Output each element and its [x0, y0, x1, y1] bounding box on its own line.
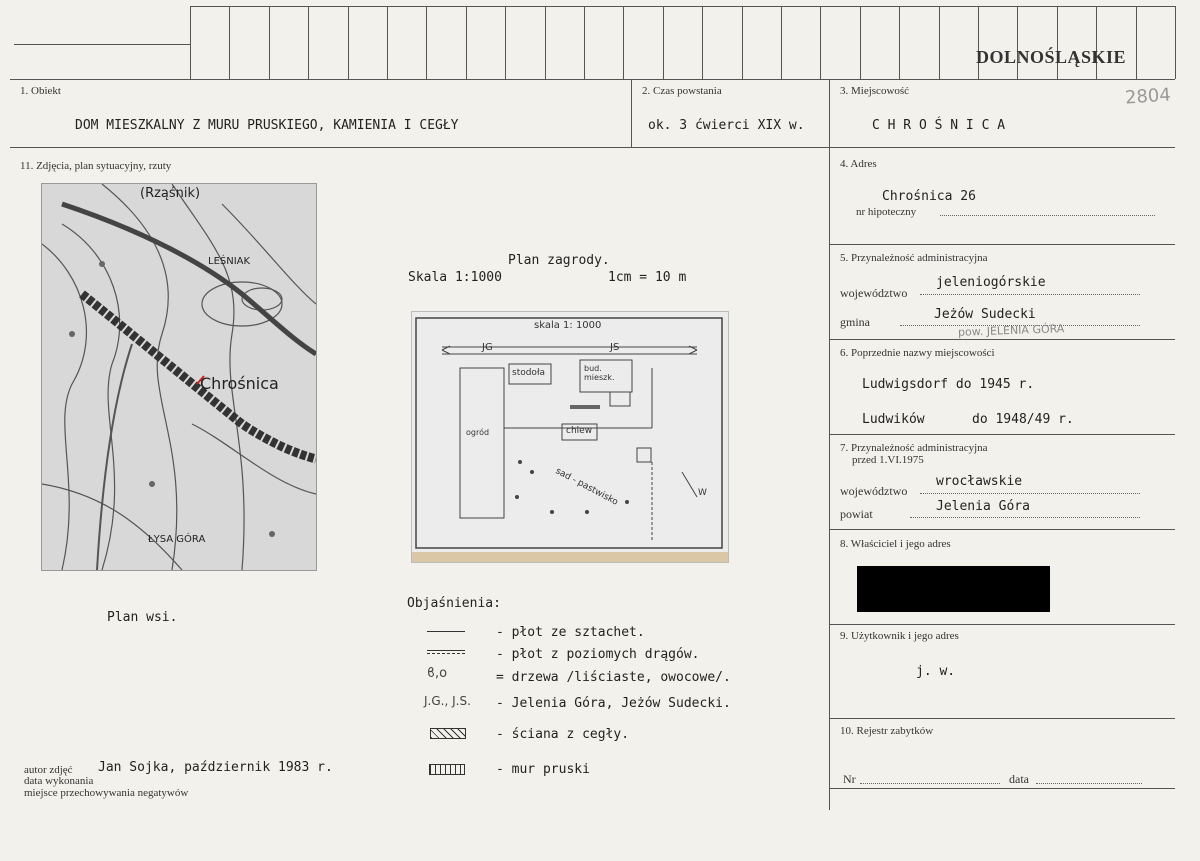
field-value-wojewodztwo: jeleniogórskie — [936, 275, 1046, 290]
header-column-divider — [229, 6, 230, 79]
legend-item-1: - płot ze sztachet. — [496, 625, 645, 640]
field-label-rejestr-data: data — [1009, 772, 1029, 786]
region-title: DOLNOŚLĄSKIE — [976, 47, 1127, 67]
plan-label-ogrod: ogród — [466, 428, 490, 437]
header-column-divider — [781, 6, 782, 79]
plan-road-right: JS — [610, 342, 620, 353]
field-value-uzytkownik: j. w. — [916, 664, 956, 679]
header-column-divider — [939, 6, 940, 79]
village-map-photo — [41, 183, 317, 571]
field-label-czas: 2. Czas powstania — [642, 85, 722, 97]
header-column-divider — [1017, 6, 1018, 79]
field-value-obiekt: DOM MIESZKALNY Z MURU PRUSKIEGO, KAMIENIA I CEGŁY — [75, 118, 459, 133]
field-label-gmina: gmina — [840, 315, 870, 329]
header-column-divider — [702, 6, 703, 79]
legend-item-3: = drzewa /liściaste, owocowe/. — [496, 670, 731, 685]
header-column-divider — [505, 6, 506, 79]
field-label-powiat: powiat — [840, 507, 873, 521]
plan-label-chlew: chlew — [566, 426, 593, 436]
wojewodztwo-line — [920, 282, 1140, 295]
map-label-top: (Rząśnik) — [140, 186, 201, 201]
header-column-divider — [663, 6, 664, 79]
footer-autor: Jan Sojka, październik 1983 r. — [98, 760, 333, 775]
field-value-poprzednie-2-date: do 1948/49 r. — [972, 412, 1074, 427]
footer-data-label: data wykonania — [24, 775, 94, 787]
rejestr-nr-line — [860, 771, 1000, 784]
plan-scale-ratio: 1cm = 10 m — [608, 270, 687, 285]
legend-item-4: - Jelenia Góra, Jeżów Sudecki. — [496, 696, 731, 711]
field-label-poprzednie: 6. Poprzednie nazwy miejscowości — [840, 347, 995, 359]
plan-label-stodola: stodoła — [512, 368, 546, 378]
header-column-divider — [426, 6, 427, 79]
wojewodztwo-1975-line — [920, 481, 1140, 494]
field-label-rejestr-nr: Nr — [843, 772, 856, 786]
plan-label-bud: bud. mieszk. — [584, 364, 615, 382]
plan-inner-scale: skala 1: 1000 — [534, 320, 602, 331]
legend-symbol-brick-wall — [430, 728, 466, 739]
header-column-divider — [1096, 6, 1097, 79]
field-label-wlasciciel: 8. Właściciel i jego adres — [840, 538, 951, 550]
header-column-divider — [742, 6, 743, 79]
farm-plan-photo — [411, 311, 729, 563]
header-column-divider — [978, 6, 979, 79]
field-label-zdjecia: 11. Zdjęcia, plan sytuacyjny, rzuty — [20, 160, 172, 172]
field-sublabel-1975: przed 1.VI.1975 — [852, 454, 924, 466]
map-label-village: Chrośnica — [200, 374, 279, 393]
field-label-adres: 4. Adres — [840, 158, 877, 170]
header-column-divider — [387, 6, 388, 79]
legend-item-6: - mur pruski — [496, 762, 590, 777]
rejestr-data-line — [1036, 771, 1142, 784]
header-column-divider — [623, 6, 624, 79]
header-column-divider — [1136, 6, 1137, 79]
field-label-przynaleznosc: 5. Przynależność administracyjna — [840, 252, 988, 264]
plan-title: Plan zagrody. — [508, 253, 610, 268]
field-value-wojewodztwo-1975: wrocławskie — [936, 474, 1023, 489]
field-label-wojewodztwo-1975: województwo — [840, 484, 908, 498]
header-column-divider — [820, 6, 821, 79]
field-label-wojewodztwo: województwo — [840, 286, 908, 300]
field-value-poprzednie-1: Ludwigsdorf do 1945 r. — [862, 377, 1035, 392]
legend-symbol-trees: ϐ,o — [427, 666, 448, 681]
legend-symbol-pole-fence — [427, 650, 465, 654]
header-column-divider — [860, 6, 861, 79]
map-caption: Plan wsi. — [107, 610, 178, 625]
field-label-hipoteczny: nr hipoteczny — [856, 206, 917, 218]
farm-plan-drawing — [412, 312, 728, 562]
legend-symbol-picket-fence — [427, 631, 465, 632]
card-number: 2804 — [1124, 84, 1172, 109]
header-column-divider — [1175, 6, 1176, 79]
header-column-divider — [308, 6, 309, 79]
legend-title: Objaśnienia: — [407, 596, 501, 611]
field-value-powiat: Jelenia Góra — [936, 499, 1030, 514]
header-column-divider — [899, 6, 900, 79]
map-label-bottom: ŁYSA GÓRA — [148, 534, 206, 545]
header-top-border — [190, 6, 1175, 7]
header-column-divider — [584, 6, 585, 79]
header-column-divider — [190, 6, 191, 79]
field-label-przynaleznosc-1975: 7. Przynależność administracyjna — [840, 442, 988, 454]
field-label-miejscowosc: 3. Miejscowość — [840, 85, 910, 97]
legend-symbol-timber-frame — [429, 764, 465, 775]
field-label-rejestr: 10. Rejestr zabytków — [840, 725, 934, 737]
field-value-miejscowosc: C H R O Ś N I C A — [872, 118, 1006, 133]
legend-item-5: - ściana z cegły. — [496, 727, 630, 742]
field-label-uzytkownik: 9. Użytkownik i jego adres — [840, 630, 959, 642]
header-column-divider — [545, 6, 546, 79]
plan-label-sad: sad - pastwisko — [553, 466, 620, 508]
header-column-divider — [269, 6, 270, 79]
plan-scale: Skala 1:1000 — [408, 270, 502, 285]
field-value-poprzednie-2-name: Ludwików — [862, 412, 925, 427]
field-value-czas: ok. 3 ćwierci XIX w. — [648, 118, 805, 133]
header-column-divider — [1057, 6, 1058, 79]
redacted-owner-block — [857, 566, 1050, 612]
pow-note: pow. JELENIA GÓRA — [957, 322, 1065, 339]
header-column-divider — [466, 6, 467, 79]
legend-symbol-abbrev: J.G., J.S. — [424, 694, 471, 708]
header-column-divider — [348, 6, 349, 79]
footer-autor-label: autor zdjęć — [24, 764, 73, 776]
footer-miejsce-label: miejsce przechowywania negatywów — [24, 787, 189, 799]
powiat-line — [910, 505, 1140, 518]
field-value-gmina: Jeżów Sudecki — [934, 307, 1036, 322]
map-label-lesniak: LEŚNIAK — [208, 256, 251, 267]
hipoteczny-line — [940, 203, 1155, 216]
legend-item-2: - płot z poziomych drągów. — [496, 647, 700, 662]
field-value-adres: Chrośnica 26 — [882, 189, 976, 204]
field-label-obiekt: 1. Obiekt — [20, 85, 61, 97]
plan-road-left: JG — [482, 342, 493, 353]
plan-label-north: W — [698, 488, 707, 498]
